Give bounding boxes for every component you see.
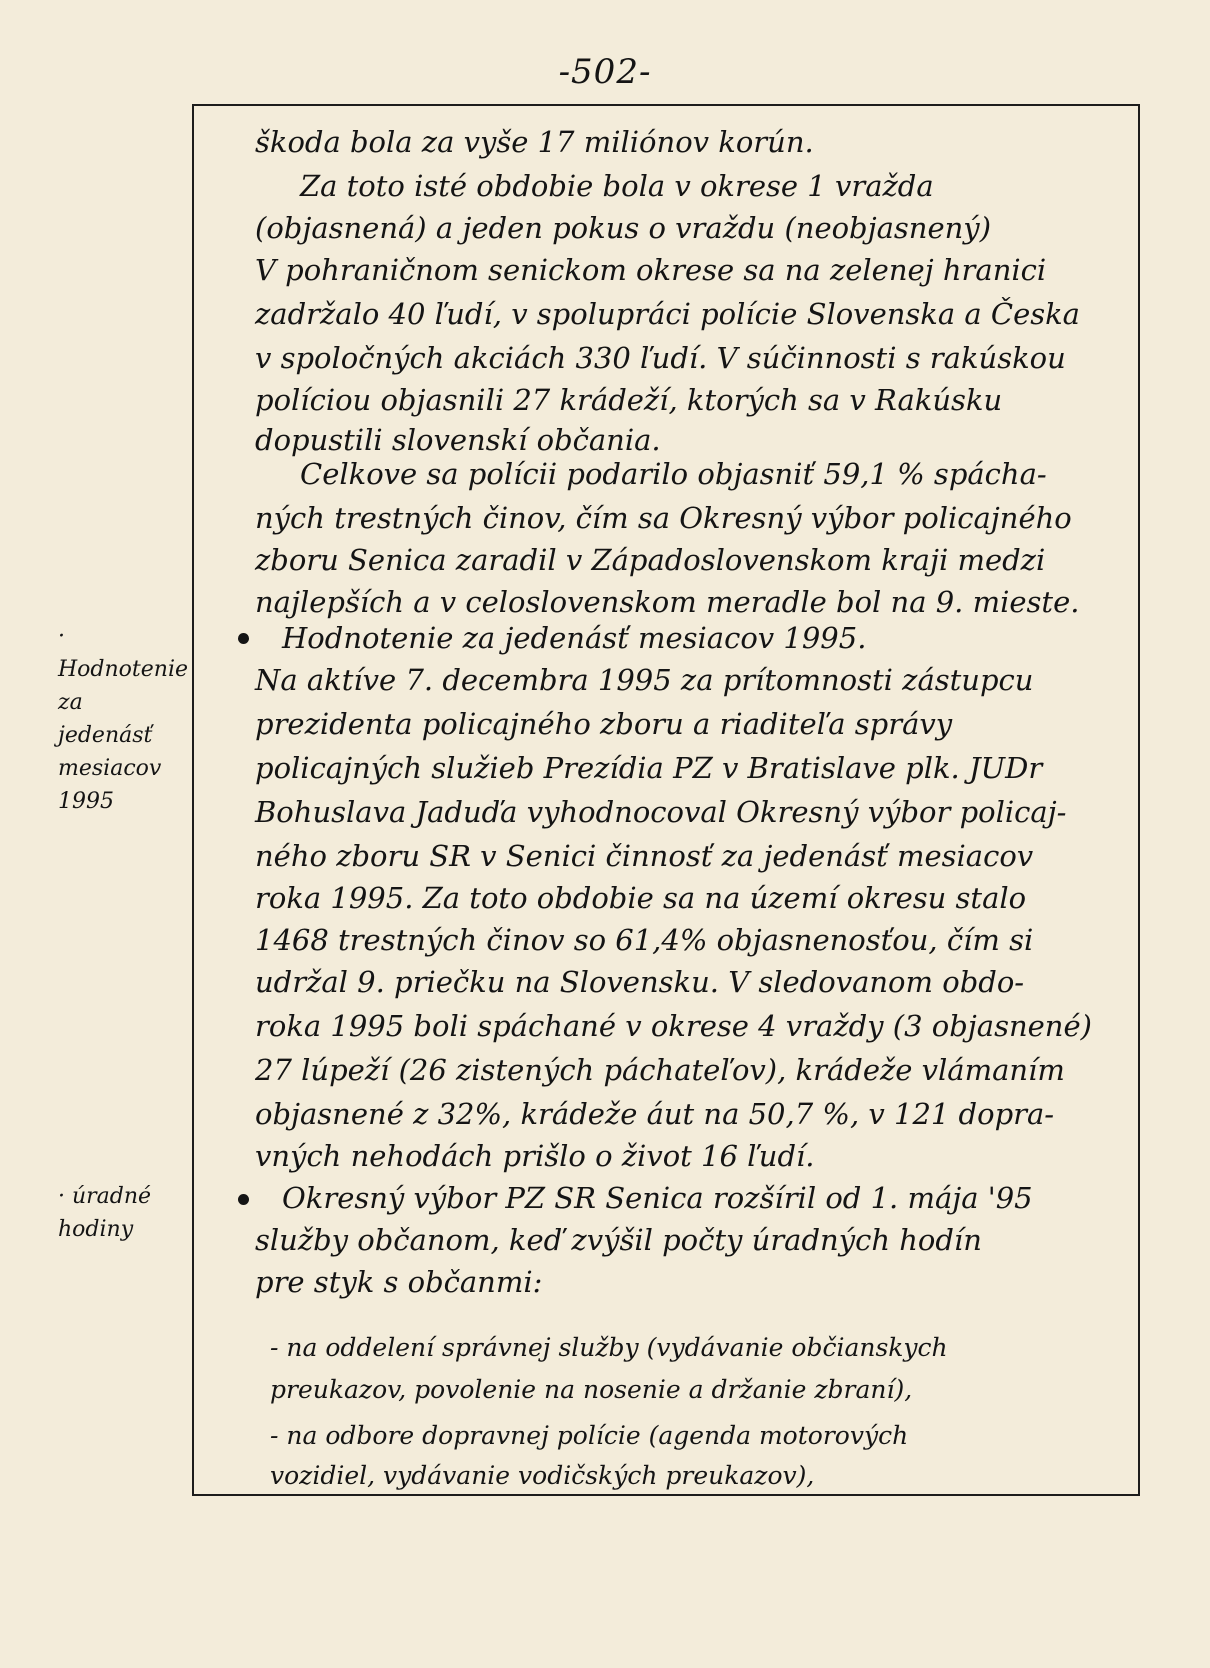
bullet-point — [238, 633, 249, 644]
text-line: Za toto isté obdobie bola v okrese 1 vražda — [300, 169, 934, 203]
text-line: 27 lúpeží (26 zistených páchateľov), krádeže vlámaním — [255, 1053, 1065, 1087]
text-line: políciou objasnili 27 krádeží, ktorých sa v Rakúsku — [255, 383, 1003, 417]
text-line: udržal 9. priečku na Slovensku. V sledovanom obdo- — [255, 965, 1025, 999]
text-line: ného zboru SR v Senici činnosť za jedenásť mesiacov — [255, 839, 1034, 873]
text-line: najlepších a v celoslovenskom meradle bol na 9. mieste. — [255, 585, 1080, 619]
text-line: škoda bola za vyše 17 miliónov korún. — [255, 125, 814, 159]
text-line: zadržalo 40 ľudí, v spolupráci polície Slovenska a Česka — [255, 297, 1080, 331]
text-line: Okresný výbor PZ SR Senica rozšíril od 1. mája '95 — [282, 1181, 1033, 1215]
text-line: roka 1995. Za toto obdobie sa na území okresu stalo — [255, 881, 1027, 915]
list-item: - na odbore dopravnej polície (agenda motorových — [270, 1421, 909, 1450]
text-line: policajných služieb Prezídia PZ v Bratislave plk. JUDr — [255, 751, 1043, 785]
text-line: objasnené z 32%, krádeže áut na 50,7 %, v 121 dopra- — [255, 1097, 1055, 1131]
text-line: vných nehodách prišlo o život 16 ľudí. — [255, 1139, 815, 1173]
text-line: ných trestných činov, čím sa Okresný výbor policajného — [255, 501, 1072, 535]
bullet-point — [238, 1194, 249, 1205]
text-line: (objasnená) a jeden pokus o vraždu (neobjasnený) — [255, 211, 992, 245]
text-line: zboru Senica zaradil v Západoslovenskom kraji medzi — [255, 543, 1046, 577]
text-line: Na aktíve 7. decembra 1995 za prítomnosti zástupcu — [255, 663, 1034, 697]
text-line: prezidenta policajného zboru a riaditeľa správy — [255, 707, 953, 741]
text-line: pre styk s občanmi: — [255, 1265, 543, 1299]
list-item: vozidiel, vydávanie vodičských preukazov), — [270, 1461, 815, 1490]
list-item: preukazov, povolenie na nosenie a držanie zbraní), — [270, 1375, 913, 1404]
text-line: V pohraničnom senickom okrese sa na zelenej hranici — [255, 253, 1047, 287]
page-number: -502- — [558, 52, 652, 92]
text-line: 1468 trestných činov so 61,4% objasnenosťou, čím si — [255, 923, 1034, 957]
section-heading: Hodnotenie za jedenásť mesiacov 1995. — [282, 621, 867, 655]
margin-note-evaluation: · Hodnotenie za jedenásť mesiacov 1995 — [58, 624, 189, 814]
text-line: Bohuslava Jaduďa vyhodnocoval Okresný výbor policaj- — [255, 795, 1067, 829]
text-line: roka 1995 boli spáchané v okrese 4 vraždy (3 objasnené) — [255, 1009, 1092, 1043]
text-line: služby občanom, keď zvýšil počty úradných hodín — [255, 1223, 982, 1257]
margin-note-office-hours: · úradné hodiny — [58, 1184, 152, 1242]
text-line: Celkove sa polícii podarilo objasniť 59,1 % spácha- — [300, 457, 1047, 491]
text-line: dopustili slovenskí občania. — [255, 423, 661, 457]
list-item: - na oddelení správnej služby (vydávanie občianskych — [270, 1333, 948, 1362]
text-line: v spoločných akciách 330 ľudí. V súčinnosti s rakúskou — [255, 341, 1066, 375]
